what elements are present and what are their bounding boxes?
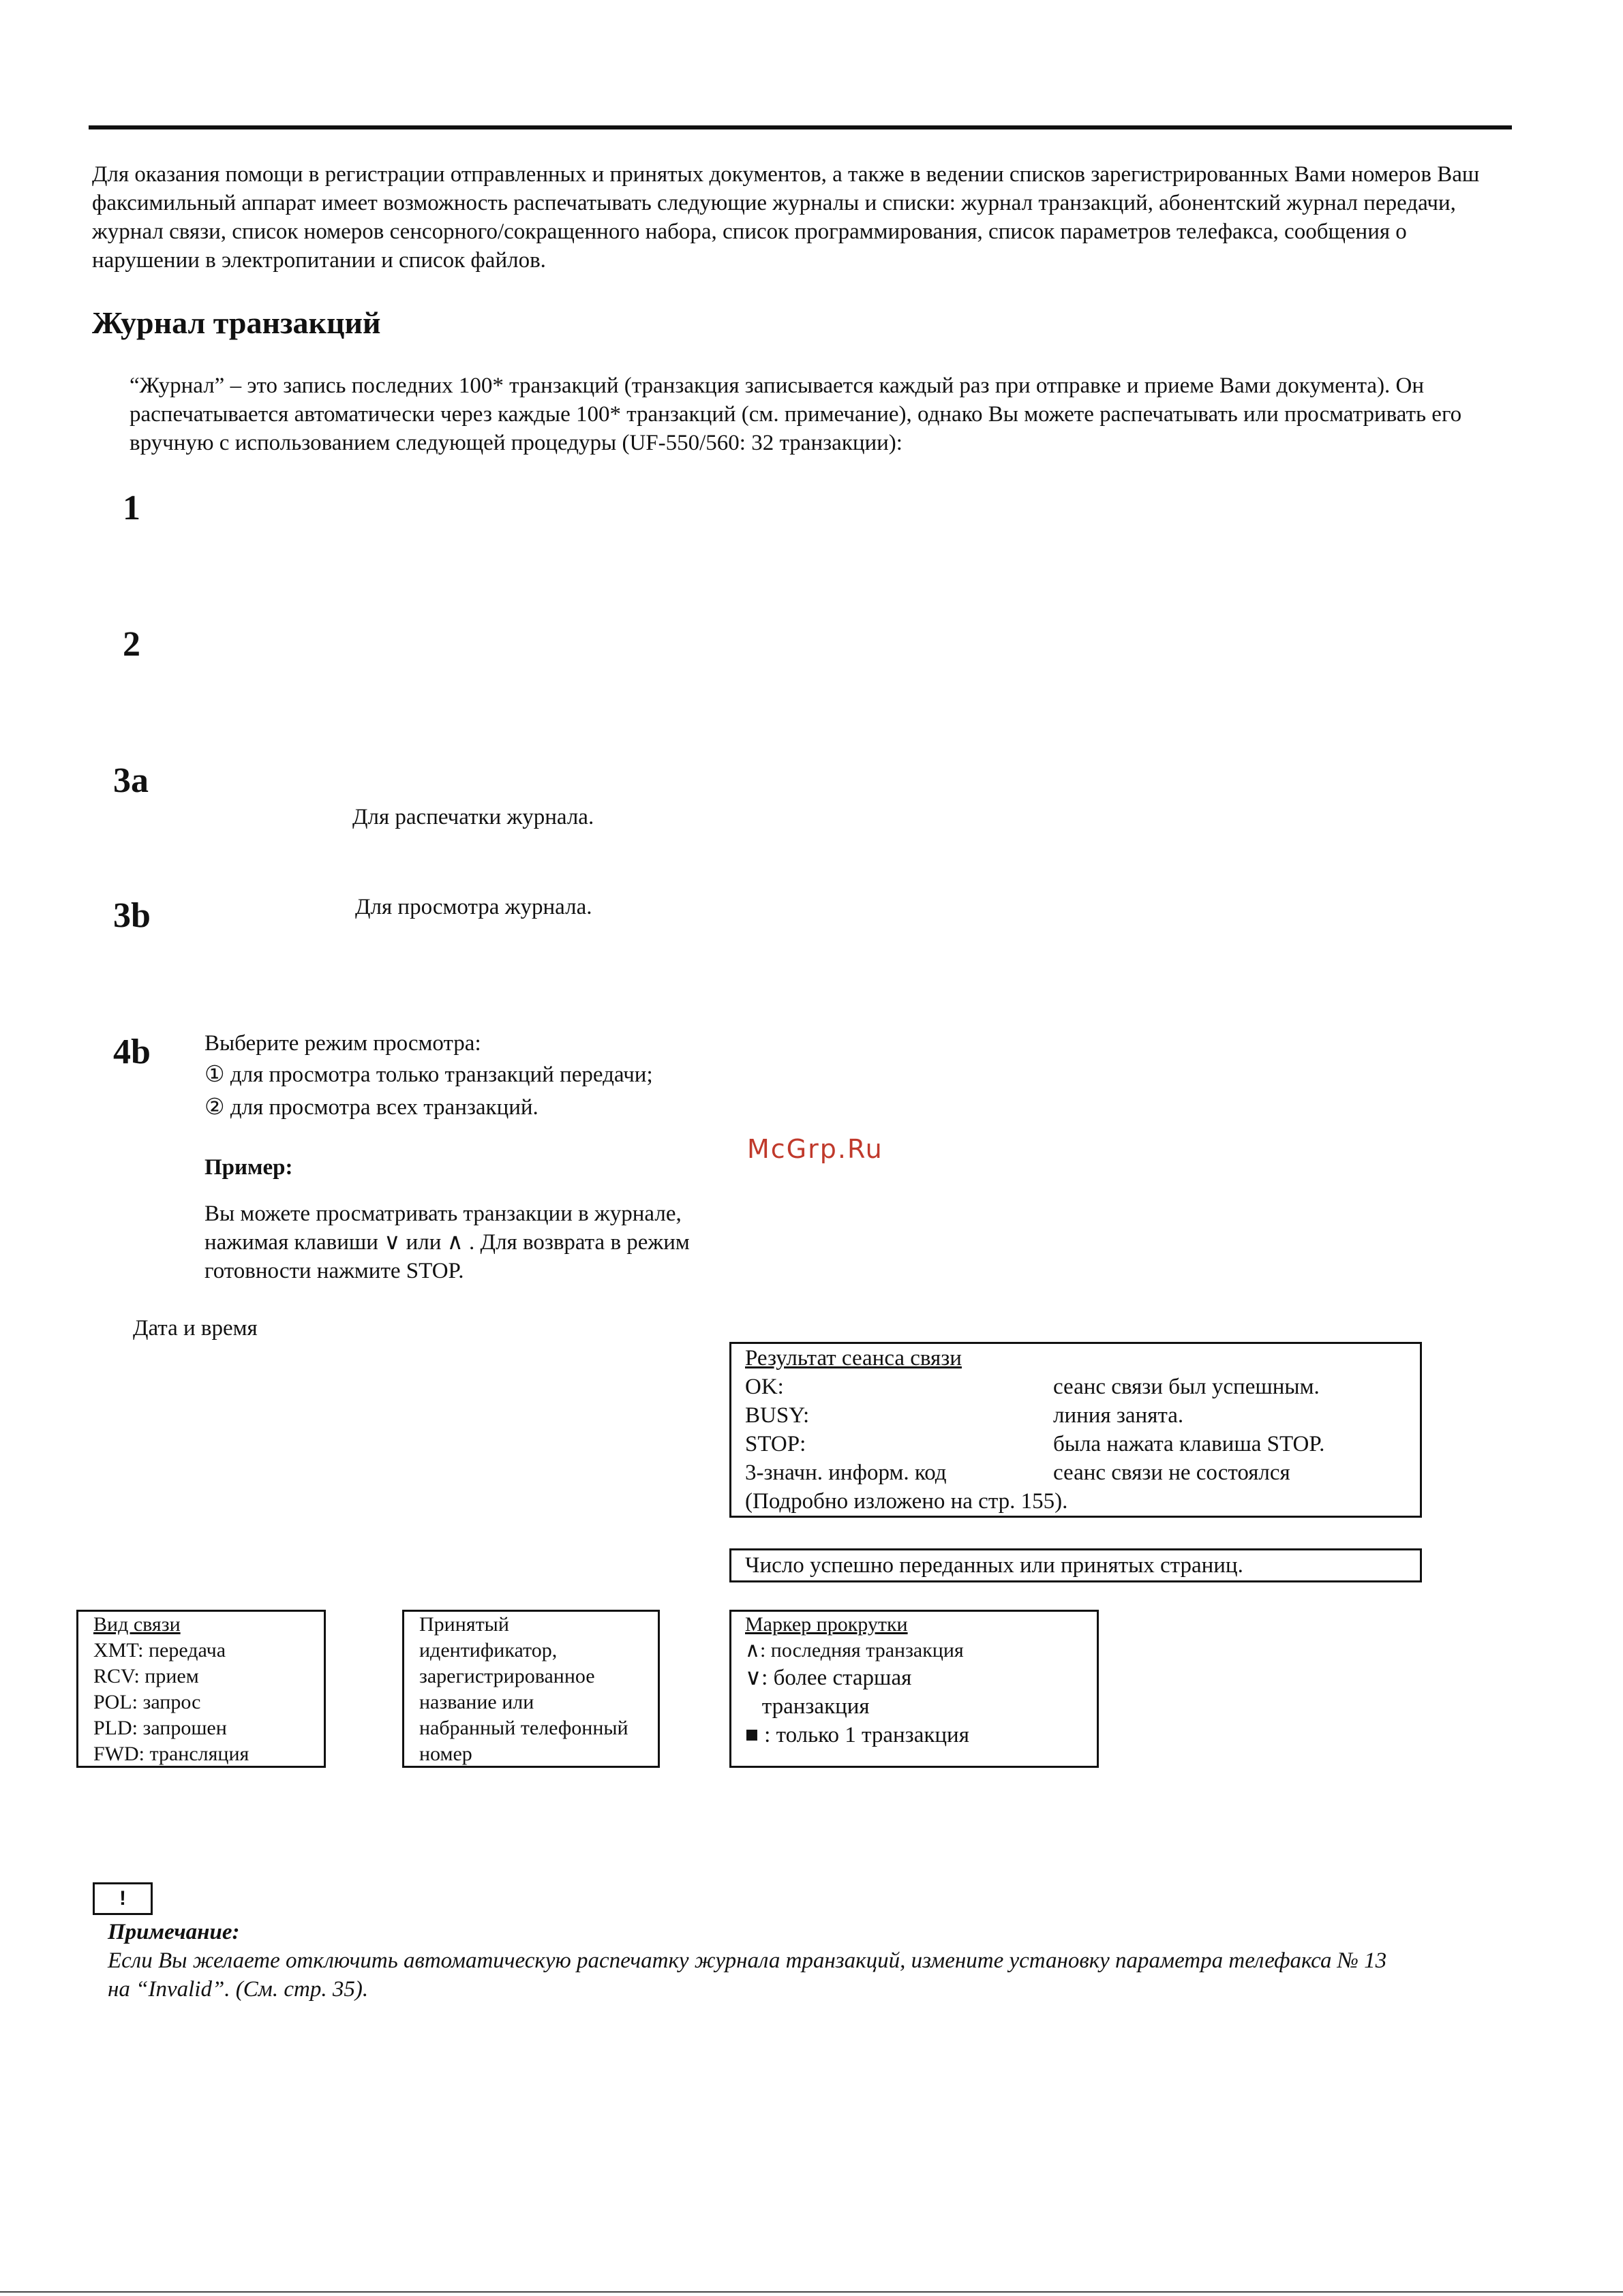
section-title: Журнал транзакций xyxy=(92,305,381,340)
result-value: была нажата клавиша STOP. xyxy=(1053,1432,1325,1456)
bottom-rule xyxy=(0,2291,1623,2293)
step-4b-line-2: ① для просмотра только транзакций передачи; xyxy=(204,1062,653,1087)
step-2-number: 2 xyxy=(123,625,140,664)
date-time-label: Дата и время xyxy=(133,1316,258,1341)
step-4b-line-3: ② для просмотра всех транзакций. xyxy=(204,1095,539,1120)
result-box xyxy=(729,1342,1422,1518)
example-line-1: Вы можете просматривать транзакции в журнале, xyxy=(204,1201,682,1226)
scroll-marker-item: ∨: более старшая xyxy=(745,1666,912,1690)
note-title: Примечание: xyxy=(108,1920,240,1944)
result-key: OK: xyxy=(745,1375,784,1399)
watermark: McGrp.Ru xyxy=(747,1134,883,1164)
step-1-number: 1 xyxy=(123,489,140,527)
pages-box-text: Число успешно переданных или принятых страниц. xyxy=(745,1553,1243,1578)
step-3a-text: Для распечатки журнала. xyxy=(352,805,594,829)
result-box-footer: (Подробно изложено на стр. 155). xyxy=(745,1489,1068,1514)
example-line-2: нажимая клавиши ∨ или ∧ . Для возврата в режим xyxy=(204,1230,690,1255)
step-3b-number: 3b xyxy=(113,896,151,935)
result-row xyxy=(745,1458,1406,1487)
step-4b-line-1: Выберите режим просмотра: xyxy=(204,1031,481,1056)
id-box xyxy=(402,1610,660,1768)
scroll-marker-item: ∧: последняя транзакция xyxy=(745,1639,964,1662)
step-3a-number: 3a xyxy=(113,761,149,800)
result-key: 3-значн. информ. код xyxy=(745,1460,947,1485)
example-line-3: готовности нажмите STOP. xyxy=(204,1259,464,1283)
result-value: сеанс связи был успешным. xyxy=(1053,1375,1320,1399)
step-4b-number: 4b xyxy=(113,1032,151,1071)
scroll-marker-item: транзакция xyxy=(745,1694,870,1719)
note-icon: ! xyxy=(93,1882,153,1915)
top-rule xyxy=(89,125,1512,129)
result-row xyxy=(745,1430,1406,1458)
id-box-line: номер xyxy=(419,1743,472,1765)
result-box-title: Результат сеанса связи xyxy=(745,1346,962,1371)
id-box-line: зарегистрированное xyxy=(419,1665,595,1687)
result-key: STOP: xyxy=(745,1432,806,1456)
example-title: Пример: xyxy=(204,1155,293,1180)
result-row xyxy=(745,1401,1406,1430)
scroll-marker-box xyxy=(729,1610,1099,1768)
step-3b-text: Для просмотра журнала. xyxy=(355,895,592,919)
result-row xyxy=(745,1373,1406,1401)
intro-paragraph: Для оказания помощи в регистрации отправленных и принятых документов, а также в ведении списков зарегистрированных Вами номеров Ваш факсимильный аппарат имеет возможность распечатывать следующие журналы и списки: журнал транзакций, абонентский журнал передачи, журнал связи, список номеров сенсорного/сокращенного набора, список программирования, список параметров телефакса, сообщения о нарушении в электропитании и список файлов. xyxy=(92,162,1480,273)
id-box-line: название или xyxy=(419,1691,534,1713)
result-value: линия занята. xyxy=(1053,1403,1184,1428)
result-value: сеанс связи не состоялся xyxy=(1053,1460,1290,1485)
comm-type-item: XMT: передача xyxy=(93,1639,226,1662)
comm-type-item: POL: запрос xyxy=(93,1691,201,1713)
comm-type-item: RCV: прием xyxy=(93,1665,199,1687)
journal-description: “Журнал” – это запись последних 100* транзакций (транзакция записывается каждый раз при отправке и приеме Вами документа). Он распечатывается автоматически через каждые 100* транзакций (см. примечание), однако Вы можете распечатывать или просматривать его вручную с использованием следующей процедуры (UF-550/560: 32 транзакции): xyxy=(130,373,1462,455)
comm-type-item: FWD: трансляция xyxy=(93,1743,249,1765)
comm-type-item: PLD: запрошен xyxy=(93,1717,227,1739)
id-box-line: идентификатор, xyxy=(419,1639,558,1662)
id-box-line: набранный телефонный xyxy=(419,1717,628,1739)
pages-box xyxy=(729,1548,1422,1582)
result-key: BUSY: xyxy=(745,1403,810,1428)
scroll-marker-item: ■ : только 1 транзакция xyxy=(745,1723,969,1747)
scroll-marker-title: Маркер прокрутки xyxy=(745,1613,908,1636)
comm-type-box xyxy=(76,1610,326,1768)
comm-type-title: Вид связи xyxy=(93,1613,181,1636)
id-box-line: Принятый xyxy=(419,1613,509,1636)
note-text: Если Вы желаете отключить автоматическую распечатку журнала транзакций, измените установку параметра телефакса № 13 на “Invalid”. (См. стр. 35). xyxy=(108,1948,1387,2002)
